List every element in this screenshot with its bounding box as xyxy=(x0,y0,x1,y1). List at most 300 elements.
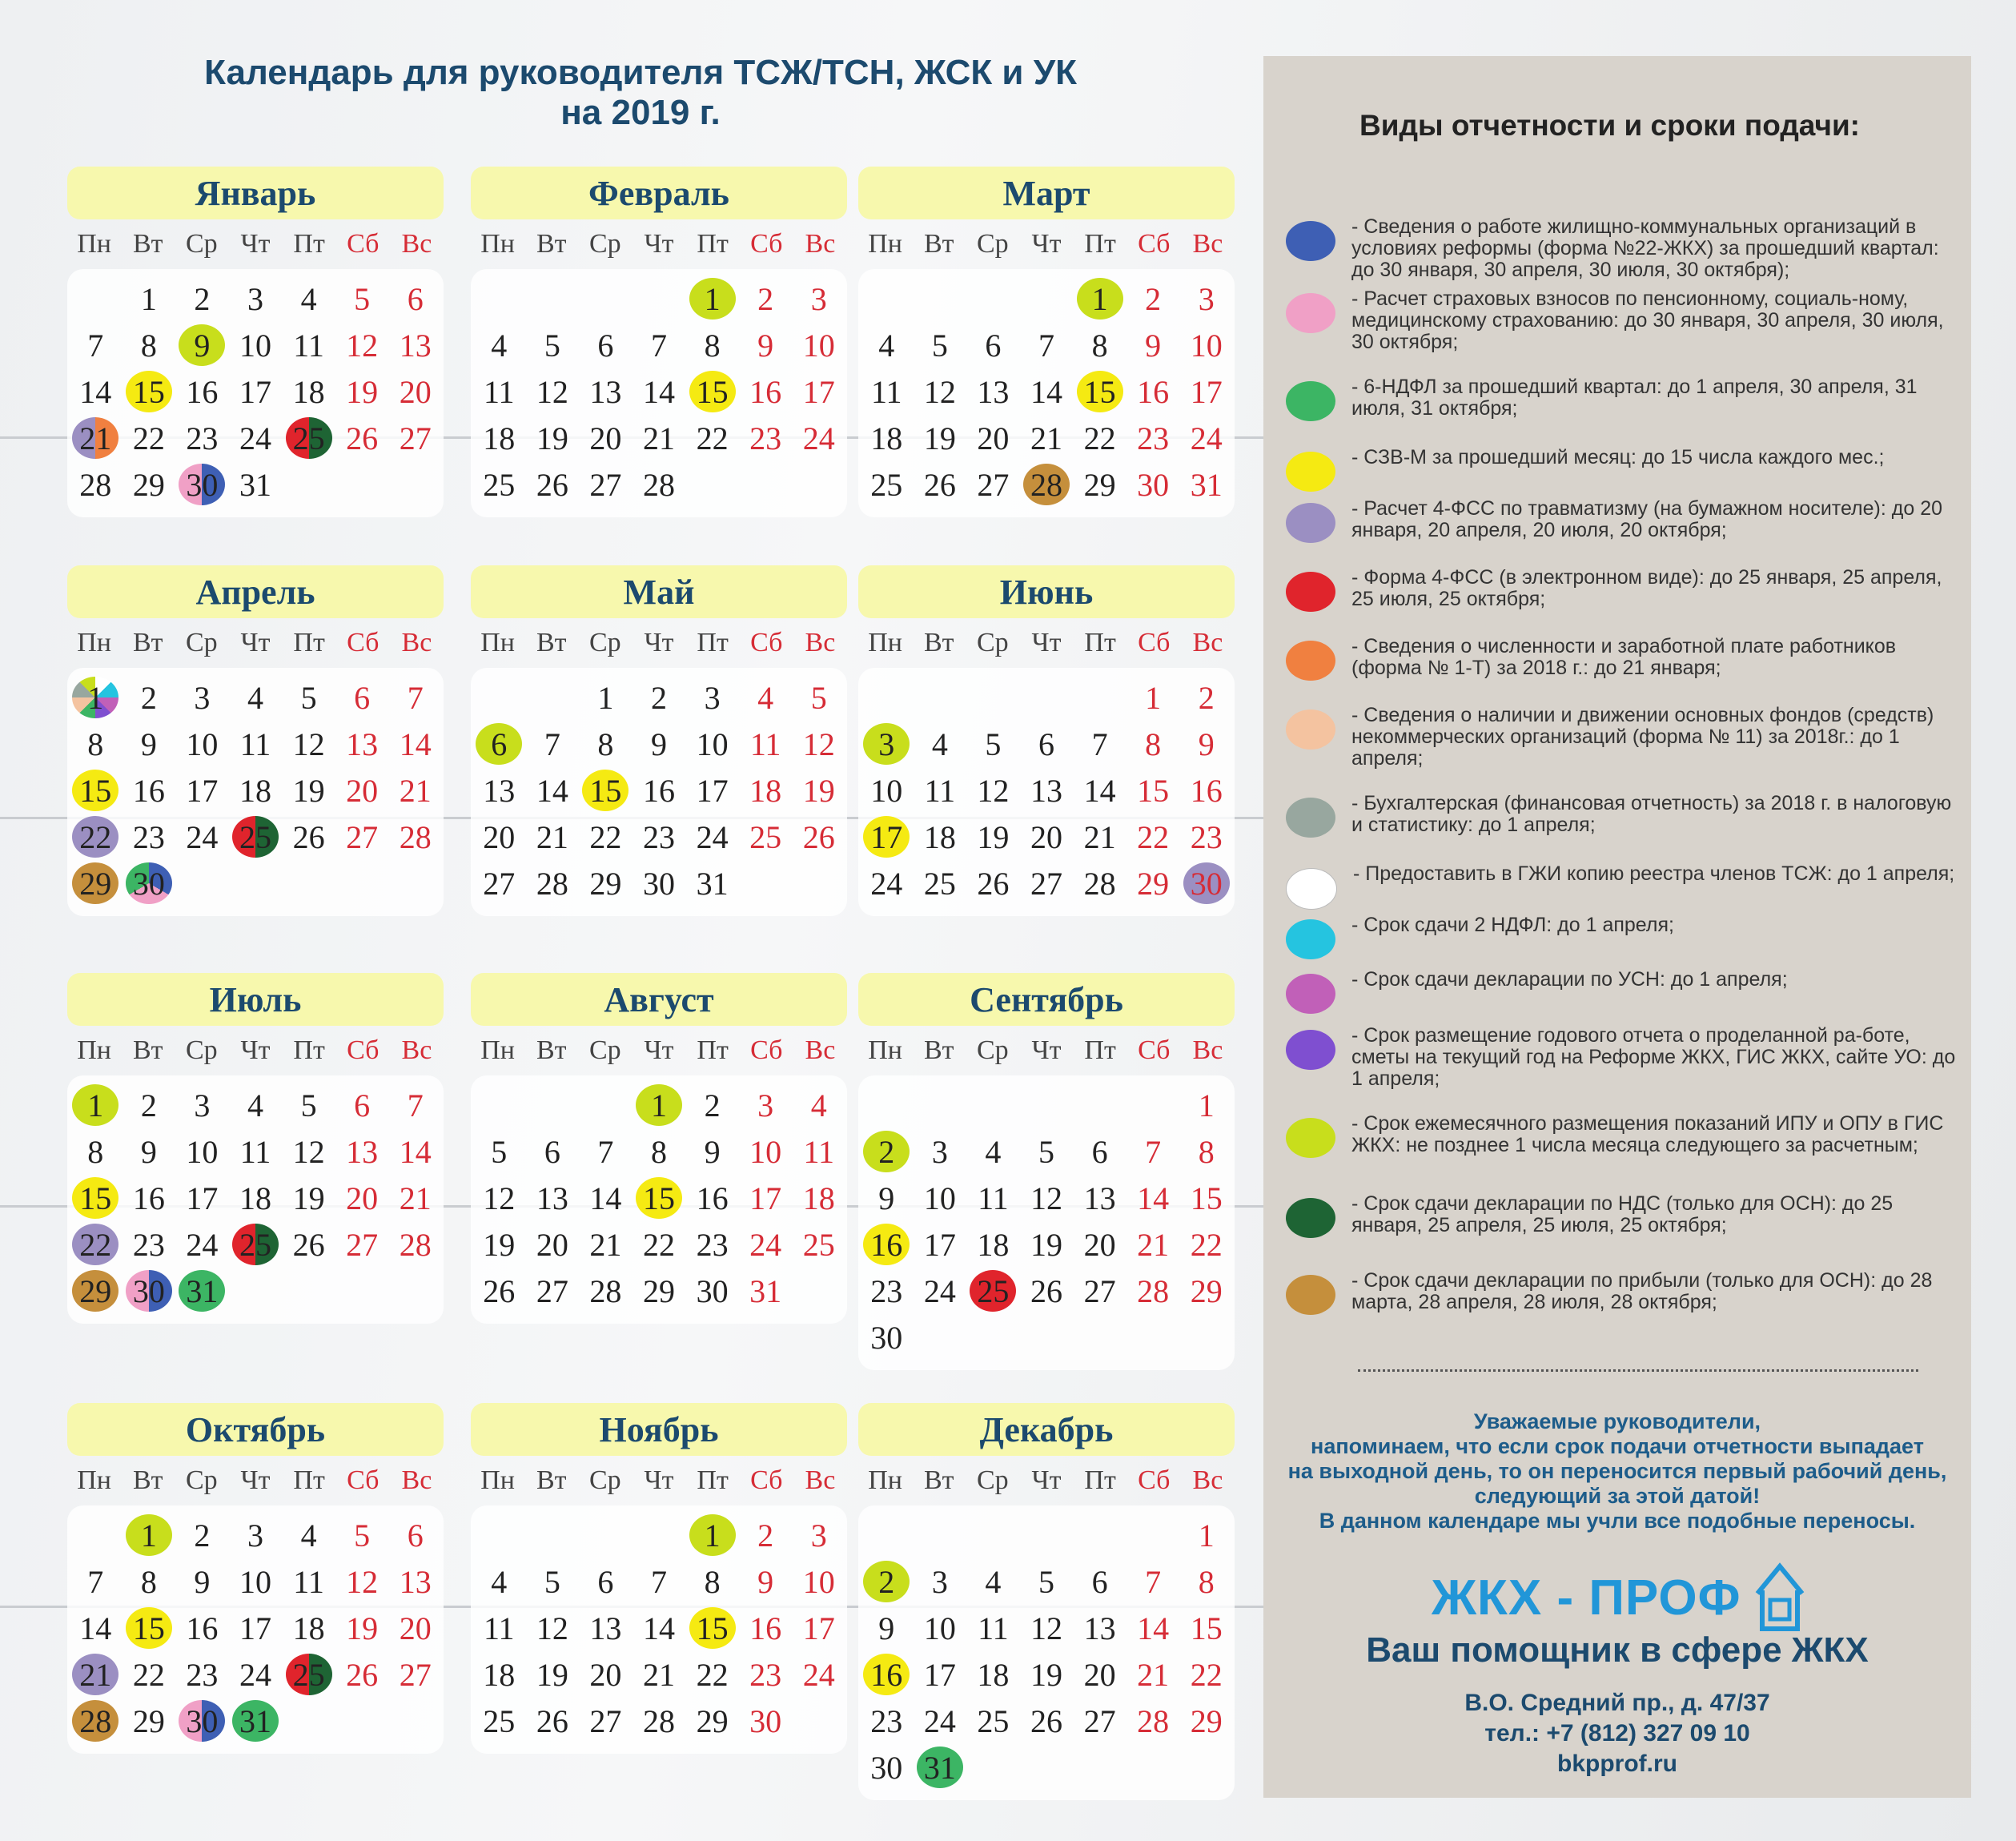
day-cell[interactable] xyxy=(796,1177,842,1219)
day-cell[interactable] xyxy=(339,1131,385,1172)
day-cell-marked[interactable] xyxy=(286,417,332,459)
day-cell[interactable] xyxy=(232,1654,279,1695)
day-cell[interactable] xyxy=(863,1607,910,1649)
day-cell[interactable] xyxy=(689,1131,736,1172)
day-cell[interactable] xyxy=(179,816,225,858)
day-cell[interactable] xyxy=(970,1224,1016,1265)
day-cell[interactable] xyxy=(1183,1270,1230,1312)
day-cell[interactable] xyxy=(529,417,576,459)
day-cell-marked[interactable] xyxy=(1077,371,1123,412)
day-cell[interactable] xyxy=(529,1607,576,1649)
day-cell[interactable] xyxy=(1183,371,1230,412)
day-cell[interactable] xyxy=(582,417,628,459)
day-cell[interactable] xyxy=(179,1607,225,1649)
day-cell[interactable] xyxy=(917,1131,963,1172)
day-cell[interactable] xyxy=(1130,770,1176,811)
day-cell[interactable] xyxy=(179,770,225,811)
day-cell[interactable] xyxy=(286,278,332,320)
day-cell[interactable] xyxy=(863,371,910,412)
day-cell[interactable] xyxy=(970,1177,1016,1219)
day-cell[interactable] xyxy=(126,723,172,765)
day-cell[interactable] xyxy=(1023,816,1070,858)
day-cell[interactable] xyxy=(970,770,1016,811)
day-cell[interactable] xyxy=(689,1177,736,1219)
day-cell[interactable] xyxy=(582,1654,628,1695)
day-cell[interactable] xyxy=(179,417,225,459)
day-cell[interactable] xyxy=(970,464,1016,505)
day-cell[interactable] xyxy=(742,1131,789,1172)
day-cell-marked[interactable] xyxy=(72,1654,118,1695)
day-cell[interactable] xyxy=(339,770,385,811)
day-cell[interactable] xyxy=(529,1131,576,1172)
day-cell[interactable] xyxy=(529,862,576,904)
day-cell[interactable] xyxy=(742,1514,789,1556)
day-cell[interactable] xyxy=(917,862,963,904)
day-cell-marked[interactable] xyxy=(232,816,279,858)
day-cell-marked[interactable] xyxy=(126,862,172,904)
day-cell[interactable] xyxy=(126,1561,172,1602)
day-cell[interactable] xyxy=(286,1224,332,1265)
day-cell[interactable] xyxy=(232,324,279,366)
day-cell[interactable] xyxy=(742,816,789,858)
day-cell[interactable] xyxy=(970,723,1016,765)
day-cell[interactable] xyxy=(339,723,385,765)
day-cell[interactable] xyxy=(126,324,172,366)
day-cell[interactable] xyxy=(582,677,628,718)
day-cell[interactable] xyxy=(689,1084,736,1126)
day-cell[interactable] xyxy=(1130,278,1176,320)
day-cell-marked[interactable] xyxy=(179,1270,225,1312)
day-cell[interactable] xyxy=(529,816,576,858)
day-cell[interactable] xyxy=(126,1131,172,1172)
day-cell-marked[interactable] xyxy=(126,1607,172,1649)
day-cell[interactable] xyxy=(392,723,439,765)
day-cell[interactable] xyxy=(742,417,789,459)
day-cell[interactable] xyxy=(796,816,842,858)
day-cell-marked[interactable] xyxy=(689,1607,736,1649)
day-cell-marked[interactable] xyxy=(232,1224,279,1265)
day-cell[interactable] xyxy=(72,371,118,412)
day-cell[interactable] xyxy=(1023,862,1070,904)
day-cell-marked[interactable] xyxy=(72,1270,118,1312)
day-cell[interactable] xyxy=(796,324,842,366)
day-cell[interactable] xyxy=(917,324,963,366)
day-cell[interactable] xyxy=(476,1131,522,1172)
day-cell[interactable] xyxy=(796,1561,842,1602)
day-cell[interactable] xyxy=(126,1224,172,1265)
day-cell[interactable] xyxy=(179,1561,225,1602)
day-cell-marked[interactable] xyxy=(917,1747,963,1788)
day-cell[interactable] xyxy=(1023,417,1070,459)
day-cell-marked[interactable] xyxy=(72,1177,118,1219)
day-cell[interactable] xyxy=(339,1177,385,1219)
day-cell[interactable] xyxy=(232,1177,279,1219)
day-cell[interactable] xyxy=(392,1607,439,1649)
day-cell[interactable] xyxy=(796,1084,842,1126)
phone[interactable]: тел.: +7 (812) 327 09 10 xyxy=(1484,1720,1750,1747)
day-cell[interactable] xyxy=(796,371,842,412)
day-cell[interactable] xyxy=(636,324,682,366)
day-cell-marked[interactable] xyxy=(689,1514,736,1556)
day-cell[interactable] xyxy=(392,816,439,858)
day-cell[interactable] xyxy=(1183,1607,1230,1649)
day-cell[interactable] xyxy=(1183,1654,1230,1695)
day-cell[interactable] xyxy=(1130,1131,1176,1172)
day-cell[interactable] xyxy=(339,1224,385,1265)
day-cell[interactable] xyxy=(1183,1514,1230,1556)
day-cell[interactable] xyxy=(1023,1607,1070,1649)
day-cell[interactable] xyxy=(582,324,628,366)
day-cell[interactable] xyxy=(339,677,385,718)
day-cell[interactable] xyxy=(126,417,172,459)
day-cell-marked[interactable] xyxy=(72,417,118,459)
day-cell[interactable] xyxy=(476,371,522,412)
day-cell[interactable] xyxy=(917,1700,963,1742)
day-cell[interactable] xyxy=(179,371,225,412)
day-cell[interactable] xyxy=(1130,324,1176,366)
day-cell[interactable] xyxy=(1023,1654,1070,1695)
day-cell[interactable] xyxy=(392,1084,439,1126)
day-cell[interactable] xyxy=(582,1224,628,1265)
day-cell[interactable] xyxy=(72,1607,118,1649)
day-cell-marked[interactable] xyxy=(582,770,628,811)
day-cell[interactable] xyxy=(863,417,910,459)
day-cell[interactable] xyxy=(72,1561,118,1602)
day-cell-marked[interactable] xyxy=(72,862,118,904)
day-cell[interactable] xyxy=(286,1084,332,1126)
day-cell[interactable] xyxy=(339,1514,385,1556)
day-cell[interactable] xyxy=(1077,1700,1123,1742)
day-cell[interactable] xyxy=(742,1561,789,1602)
day-cell-marked[interactable] xyxy=(72,770,118,811)
day-cell[interactable] xyxy=(917,1270,963,1312)
day-cell[interactable] xyxy=(917,464,963,505)
day-cell-marked[interactable] xyxy=(72,1224,118,1265)
day-cell[interactable] xyxy=(339,1084,385,1126)
day-cell[interactable] xyxy=(796,1131,842,1172)
day-cell[interactable] xyxy=(636,723,682,765)
day-cell[interactable] xyxy=(863,1316,910,1358)
day-cell-marked[interactable] xyxy=(863,1654,910,1695)
day-cell[interactable] xyxy=(796,278,842,320)
day-cell[interactable] xyxy=(1130,1270,1176,1312)
day-cell-marked[interactable] xyxy=(476,723,522,765)
day-cell[interactable] xyxy=(636,1224,682,1265)
day-cell[interactable] xyxy=(1183,1561,1230,1602)
day-cell[interactable] xyxy=(232,1514,279,1556)
day-cell[interactable] xyxy=(1183,770,1230,811)
day-cell[interactable] xyxy=(339,324,385,366)
day-cell[interactable] xyxy=(689,1561,736,1602)
day-cell[interactable] xyxy=(286,1561,332,1602)
day-cell[interactable] xyxy=(72,324,118,366)
day-cell[interactable] xyxy=(529,324,576,366)
day-cell-marked[interactable] xyxy=(636,1084,682,1126)
day-cell[interactable] xyxy=(179,677,225,718)
day-cell[interactable] xyxy=(863,464,910,505)
day-cell[interactable] xyxy=(392,278,439,320)
day-cell[interactable] xyxy=(742,1084,789,1126)
website-link[interactable]: bkpprof.ru xyxy=(1557,1751,1677,1777)
day-cell-marked[interactable] xyxy=(232,1700,279,1742)
day-cell[interactable] xyxy=(232,1607,279,1649)
day-cell[interactable] xyxy=(917,1654,963,1695)
day-cell[interactable] xyxy=(232,677,279,718)
day-cell-marked[interactable] xyxy=(72,1084,118,1126)
day-cell[interactable] xyxy=(529,1270,576,1312)
day-cell[interactable] xyxy=(636,1270,682,1312)
day-cell[interactable] xyxy=(1183,1084,1230,1126)
day-cell[interactable] xyxy=(529,1224,576,1265)
day-cell[interactable] xyxy=(392,324,439,366)
day-cell[interactable] xyxy=(232,417,279,459)
day-cell[interactable] xyxy=(1023,723,1070,765)
day-cell[interactable] xyxy=(970,1561,1016,1602)
day-cell-marked[interactable] xyxy=(1077,278,1123,320)
day-cell[interactable] xyxy=(1130,1607,1176,1649)
day-cell[interactable] xyxy=(1183,677,1230,718)
day-cell[interactable] xyxy=(742,371,789,412)
day-cell[interactable] xyxy=(689,723,736,765)
day-cell[interactable] xyxy=(636,677,682,718)
day-cell[interactable] xyxy=(863,1177,910,1219)
day-cell[interactable] xyxy=(917,723,963,765)
day-cell[interactable] xyxy=(970,417,1016,459)
day-cell[interactable] xyxy=(126,464,172,505)
day-cell[interactable] xyxy=(392,677,439,718)
day-cell[interactable] xyxy=(72,1131,118,1172)
day-cell[interactable] xyxy=(286,816,332,858)
day-cell[interactable] xyxy=(1183,464,1230,505)
day-cell[interactable] xyxy=(179,723,225,765)
day-cell[interactable] xyxy=(179,1177,225,1219)
day-cell[interactable] xyxy=(232,1131,279,1172)
day-cell[interactable] xyxy=(636,371,682,412)
day-cell[interactable] xyxy=(582,1177,628,1219)
day-cell[interactable] xyxy=(392,1224,439,1265)
day-cell[interactable] xyxy=(1077,1270,1123,1312)
day-cell[interactable] xyxy=(1023,1561,1070,1602)
day-cell[interactable] xyxy=(1023,1177,1070,1219)
day-cell-marked[interactable] xyxy=(970,1270,1016,1312)
day-cell-marked[interactable] xyxy=(72,1700,118,1742)
day-cell[interactable] xyxy=(863,770,910,811)
day-cell[interactable] xyxy=(126,1177,172,1219)
day-cell[interactable] xyxy=(742,677,789,718)
day-cell[interactable] xyxy=(689,770,736,811)
day-cell-marked[interactable] xyxy=(72,677,118,718)
day-cell[interactable] xyxy=(232,1084,279,1126)
day-cell[interactable] xyxy=(636,1131,682,1172)
day-cell[interactable] xyxy=(742,1224,789,1265)
day-cell[interactable] xyxy=(636,1700,682,1742)
day-cell[interactable] xyxy=(339,278,385,320)
day-cell[interactable] xyxy=(1077,816,1123,858)
day-cell[interactable] xyxy=(970,371,1016,412)
day-cell[interactable] xyxy=(742,324,789,366)
day-cell[interactable] xyxy=(1183,1224,1230,1265)
day-cell[interactable] xyxy=(286,770,332,811)
day-cell[interactable] xyxy=(1130,1700,1176,1742)
day-cell[interactable] xyxy=(863,1700,910,1742)
day-cell[interactable] xyxy=(689,1654,736,1695)
day-cell[interactable] xyxy=(286,1177,332,1219)
day-cell[interactable] xyxy=(232,464,279,505)
day-cell[interactable] xyxy=(126,770,172,811)
day-cell[interactable] xyxy=(689,417,736,459)
day-cell[interactable] xyxy=(392,1514,439,1556)
day-cell[interactable] xyxy=(582,371,628,412)
day-cell[interactable] xyxy=(476,1224,522,1265)
day-cell-marked[interactable] xyxy=(1023,464,1070,505)
day-cell[interactable] xyxy=(126,677,172,718)
day-cell[interactable] xyxy=(179,1131,225,1172)
day-cell[interactable] xyxy=(1130,1654,1176,1695)
day-cell[interactable] xyxy=(796,1607,842,1649)
day-cell[interactable] xyxy=(476,1561,522,1602)
day-cell[interactable] xyxy=(742,1270,789,1312)
day-cell[interactable] xyxy=(1023,1270,1070,1312)
day-cell[interactable] xyxy=(392,1177,439,1219)
day-cell[interactable] xyxy=(179,1084,225,1126)
day-cell-marked[interactable] xyxy=(863,1224,910,1265)
day-cell[interactable] xyxy=(917,417,963,459)
day-cell[interactable] xyxy=(476,1654,522,1695)
day-cell[interactable] xyxy=(796,723,842,765)
day-cell[interactable] xyxy=(689,1270,736,1312)
day-cell[interactable] xyxy=(689,1700,736,1742)
day-cell[interactable] xyxy=(72,723,118,765)
day-cell[interactable] xyxy=(1130,677,1176,718)
day-cell[interactable] xyxy=(529,1700,576,1742)
day-cell[interactable] xyxy=(917,1224,963,1265)
day-cell[interactable] xyxy=(796,770,842,811)
day-cell[interactable] xyxy=(286,371,332,412)
day-cell[interactable] xyxy=(1023,1224,1070,1265)
day-cell[interactable] xyxy=(689,816,736,858)
day-cell[interactable] xyxy=(582,1607,628,1649)
day-cell-marked[interactable] xyxy=(286,1654,332,1695)
day-cell[interactable] xyxy=(126,816,172,858)
day-cell[interactable] xyxy=(529,723,576,765)
day-cell[interactable] xyxy=(126,1700,172,1742)
day-cell[interactable] xyxy=(1077,1131,1123,1172)
day-cell[interactable] xyxy=(339,1654,385,1695)
day-cell[interactable] xyxy=(917,1561,963,1602)
day-cell[interactable] xyxy=(742,1654,789,1695)
day-cell-marked[interactable] xyxy=(126,371,172,412)
day-cell[interactable] xyxy=(1130,723,1176,765)
day-cell[interactable] xyxy=(1130,371,1176,412)
day-cell[interactable] xyxy=(286,677,332,718)
day-cell[interactable] xyxy=(1023,1131,1070,1172)
day-cell[interactable] xyxy=(1183,816,1230,858)
day-cell[interactable] xyxy=(742,1607,789,1649)
day-cell[interactable] xyxy=(1183,278,1230,320)
day-cell[interactable] xyxy=(1077,862,1123,904)
day-cell-marked[interactable] xyxy=(863,1131,910,1172)
day-cell[interactable] xyxy=(339,816,385,858)
day-cell[interactable] xyxy=(970,1700,1016,1742)
day-cell-marked[interactable] xyxy=(1183,862,1230,904)
day-cell[interactable] xyxy=(689,677,736,718)
day-cell[interactable] xyxy=(970,1654,1016,1695)
day-cell[interactable] xyxy=(392,1131,439,1172)
day-cell[interactable] xyxy=(1130,1561,1176,1602)
day-cell[interactable] xyxy=(476,464,522,505)
day-cell[interactable] xyxy=(1130,1177,1176,1219)
day-cell[interactable] xyxy=(1183,1177,1230,1219)
day-cell[interactable] xyxy=(529,464,576,505)
day-cell[interactable] xyxy=(970,1607,1016,1649)
day-cell[interactable] xyxy=(742,770,789,811)
day-cell[interactable] xyxy=(796,1514,842,1556)
day-cell[interactable] xyxy=(1130,862,1176,904)
day-cell[interactable] xyxy=(179,278,225,320)
day-cell[interactable] xyxy=(179,1654,225,1695)
day-cell[interactable] xyxy=(582,862,628,904)
day-cell[interactable] xyxy=(392,417,439,459)
day-cell-marked[interactable] xyxy=(179,464,225,505)
day-cell[interactable] xyxy=(232,723,279,765)
day-cell[interactable] xyxy=(476,770,522,811)
day-cell[interactable] xyxy=(863,1270,910,1312)
day-cell[interactable] xyxy=(636,862,682,904)
day-cell-marked[interactable] xyxy=(689,278,736,320)
day-cell[interactable] xyxy=(689,324,736,366)
day-cell-marked[interactable] xyxy=(689,371,736,412)
day-cell[interactable] xyxy=(636,464,682,505)
day-cell[interactable] xyxy=(796,417,842,459)
day-cell-marked[interactable] xyxy=(636,1177,682,1219)
day-cell[interactable] xyxy=(72,464,118,505)
day-cell[interactable] xyxy=(970,1131,1016,1172)
day-cell[interactable] xyxy=(179,1224,225,1265)
day-cell[interactable] xyxy=(1183,1700,1230,1742)
day-cell[interactable] xyxy=(476,1177,522,1219)
day-cell[interactable] xyxy=(1183,1131,1230,1172)
day-cell[interactable] xyxy=(1023,324,1070,366)
day-cell[interactable] xyxy=(863,324,910,366)
day-cell[interactable] xyxy=(582,1700,628,1742)
day-cell[interactable] xyxy=(126,1084,172,1126)
day-cell[interactable] xyxy=(582,464,628,505)
day-cell[interactable] xyxy=(796,1654,842,1695)
day-cell[interactable] xyxy=(636,1654,682,1695)
day-cell[interactable] xyxy=(529,770,576,811)
day-cell-marked[interactable] xyxy=(863,1561,910,1602)
day-cell[interactable] xyxy=(1077,1654,1123,1695)
day-cell[interactable] xyxy=(1077,1224,1123,1265)
day-cell[interactable] xyxy=(636,417,682,459)
day-cell[interactable] xyxy=(232,770,279,811)
day-cell[interactable] xyxy=(970,816,1016,858)
day-cell[interactable] xyxy=(917,1607,963,1649)
day-cell-marked[interactable] xyxy=(179,324,225,366)
day-cell[interactable] xyxy=(1077,1177,1123,1219)
day-cell[interactable] xyxy=(1023,770,1070,811)
day-cell[interactable] xyxy=(476,324,522,366)
day-cell[interactable] xyxy=(689,862,736,904)
day-cell[interactable] xyxy=(742,1700,789,1742)
day-cell-marked[interactable] xyxy=(72,816,118,858)
day-cell[interactable] xyxy=(392,1561,439,1602)
day-cell[interactable] xyxy=(179,1514,225,1556)
day-cell[interactable] xyxy=(796,1224,842,1265)
day-cell[interactable] xyxy=(476,816,522,858)
day-cell[interactable] xyxy=(1077,723,1123,765)
day-cell[interactable] xyxy=(582,723,628,765)
